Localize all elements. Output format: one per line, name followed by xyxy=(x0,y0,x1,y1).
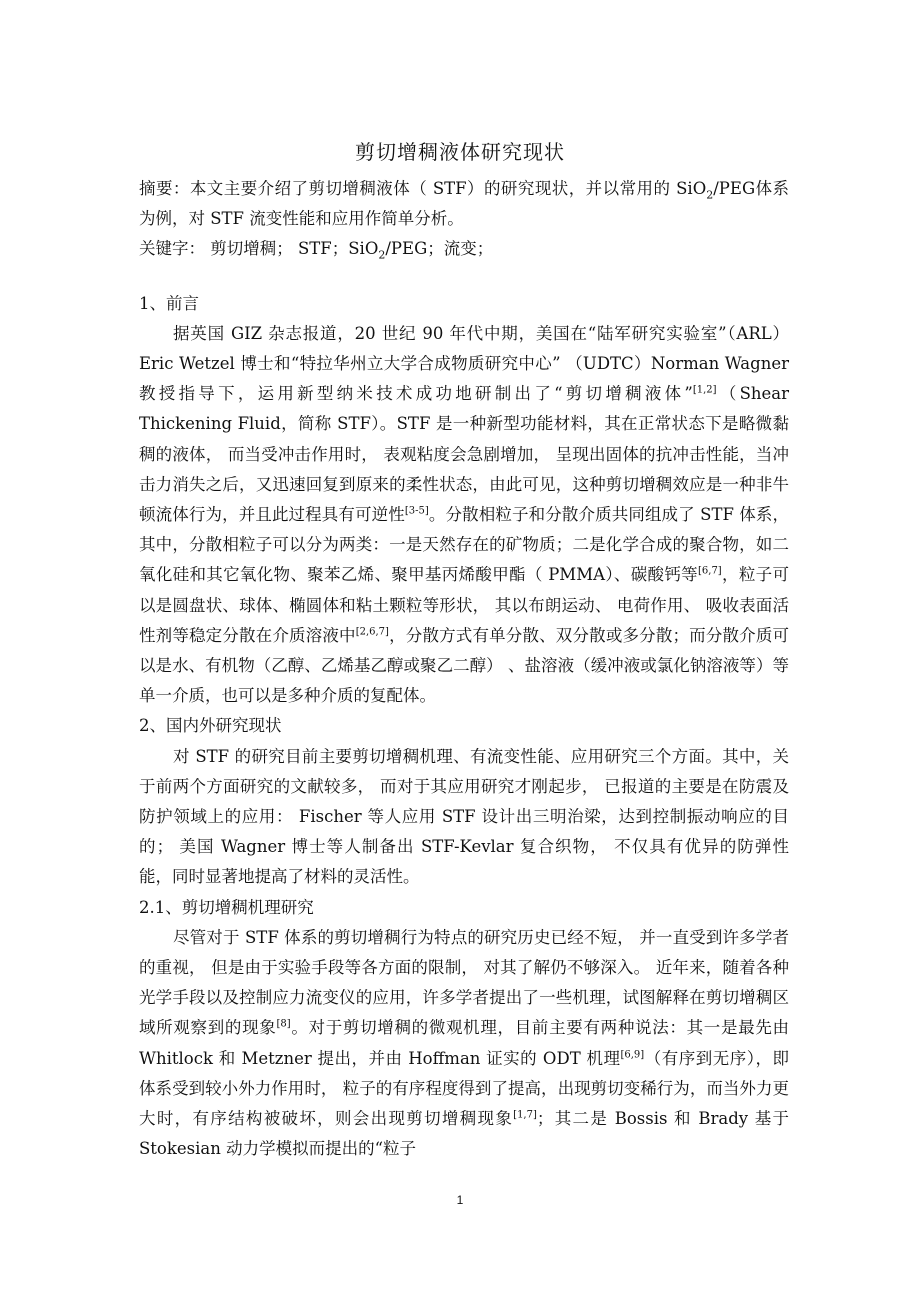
abstract-text-continued: /PEG体系为例，对 STF 流变性能和应用作简单分析。 xyxy=(139,179,790,229)
paragraph-text: （Shear Thickening Fluid，简称 STF）。STF 是一种新型功能材料，其在正常状态下是略微黏稠的液体， 而当受冲击作用时， 表观粘度会急剧增加， 呈现出固体的抗冲击性能，当冲击力消失之后，又迅速回复到原来的柔性状态，由此可见，这种剪切增稠效应是一种非牛顿流体行为，并且此过程具有可逆性 xyxy=(139,384,789,525)
section-heading-introduction: 1、前言 xyxy=(139,293,199,313)
paragraph-text: ；其二是 Bossis 和 Brady 基于 Stokesian 动力学模拟而提出的“粒子 xyxy=(139,1109,790,1159)
citation: [2,6,7] xyxy=(355,626,389,638)
citation: [6,9] xyxy=(620,1049,645,1061)
keywords-text: 剪切增稠； STF；SiO xyxy=(205,239,379,259)
paragraph-text: 尽管对于 STF 体系的剪切增稠行为特点的研究历史已经不短， 并一直受到许多学者的重视， 但是由于实验手段等各方面的限制， 对其了解仍不够深入。 近年来，随着各种光学手段以及控制应力流变仪的应用，许多学者提出了一些机理，试图解释在剪切增稠区域所观察到的现象 xyxy=(139,927,789,1038)
paragraph-text: 据英国 GIZ 杂志报道，20 世纪 90 年代中期，美国在“陆军研究实验室”（ARL）Eric Wetzel 博士和“特拉华州立大学合成物质研究中心” （UDTC）Norman Wagner 教授指导下，运用新型纳米技术成功地研制出了“剪切增稠液体” xyxy=(139,323,789,404)
citation: [3-5] xyxy=(404,505,429,517)
document-body xyxy=(139,174,789,1165)
abstract-paragraph xyxy=(139,174,789,234)
keywords-text-continued: /PEG；流变； xyxy=(385,239,494,259)
citation: [1,7] xyxy=(513,1109,537,1121)
citation: [1,2] xyxy=(692,384,717,396)
abstract-subscript: 2 xyxy=(706,188,714,202)
introduction-paragraph xyxy=(139,319,789,712)
page-number: 1 xyxy=(456,1193,464,1207)
citation: [6,7] xyxy=(698,565,722,577)
abstract-label: 摘要： xyxy=(139,179,190,198)
keywords-subscript: 2 xyxy=(378,248,386,262)
keywords-label: 关键字： xyxy=(139,239,205,259)
paragraph-text: ，分散方式有单分散、双分散或多分散；而分散介质可以是水、有机物（乙醇、乙烯基乙醇或聚乙二醇） 、盐溶液（缓冲液或氯化钠溶液等）等单一介质，也可以是多种介质的复配体。 xyxy=(139,625,790,706)
paragraph-text: 。对于剪切增稠的微观机理，目前主要有两种说法：其一是最先由 Whitlock 和 Metzner 提出，并由 Hoffman 证实的 ODT 机理 xyxy=(139,1018,790,1068)
section-heading-mechanism: 2.1、剪切增稠机理研究 xyxy=(139,897,314,917)
spacer xyxy=(139,265,789,289)
research-status-paragraph: 对 STF 的研究目前主要剪切增稠机理、有流变性能、应用研究三个方面。其中，关于前两个方面研究的文献较多， 而对于其应用研究才刚起步， 已报道的主要是在防震及防护领域上的应用： Fischer 等人应用 STF 设计出三明治梁，达到控制振动响应的目的； 美国 Wagner 博士等人制备出 STF-Kevlar 复合织物， 不仅具有优异的防弹性能，同时显著地提高了材料的灵活性。 xyxy=(139,746,789,887)
section-heading-research-status: 2、国内外研究现状 xyxy=(139,716,282,736)
citation: [8] xyxy=(276,1018,291,1030)
mechanism-paragraph xyxy=(139,923,789,1165)
paragraph-text: ，粒子可以是圆盘状、球体、椭圆体和粘土颗粒等形状， 其以布朗运动、 电荷作用、 吸收表面活性剂等稳定分散在介质溶液中 xyxy=(139,565,789,645)
paragraph-text: （有序到无序），即体系受到较小外力作用时， 粒子的有序程度得到了提高，出现剪切变稀行为，而当外力更大时，有序结构被破坏，则会出现剪切增稠现象 xyxy=(139,1048,790,1129)
page-title: 剪切增稠液体研究现状 xyxy=(355,140,565,164)
paragraph-text: 。分散相粒子和分散介质共同组成了 STF 体系，其中，分散相粒子可以分为两类：一是天然存在的矿物质；二是化学合成的聚合物，如二氧化硅和其它氧化物、聚苯乙烯、聚甲基丙烯酸甲酯（ PMMA）、碳酸钙等 xyxy=(139,505,790,585)
abstract-text: 本文主要介绍了剪切增稠液体（ STF）的研究现状，并以常用的 SiO xyxy=(189,179,707,198)
keywords-paragraph xyxy=(139,234,789,264)
